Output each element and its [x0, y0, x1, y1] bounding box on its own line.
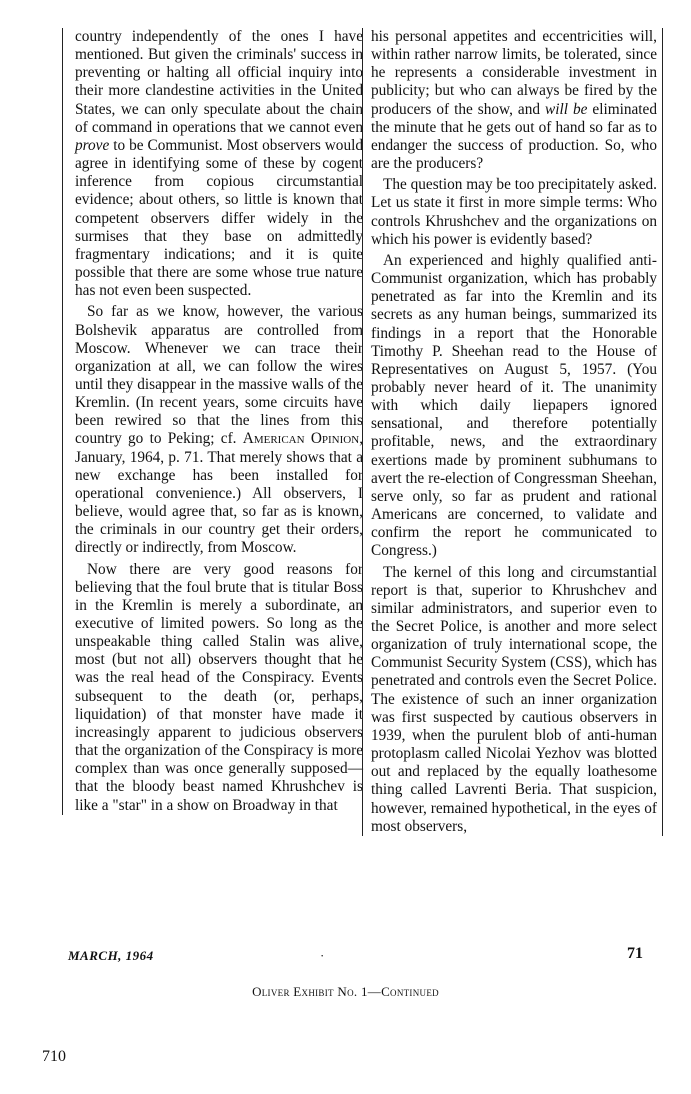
paragraph: his personal appetites and eccentricities will, within rather narrow limits, be tolerated, since he represents a considerable investment in publicity; but who can always be fired by the producers of the show, and will be eliminated the minute that he gets out of hand so far as to endanger the success of production. So, who are the producers?: [371, 28, 657, 173]
right-column: [362, 28, 657, 836]
paragraph: The question may be too precipitately asked. Let us state it first in more simple terms: Who controls Khrushchev and the organizations on which his power is evidently based?: [371, 176, 657, 248]
publication-title: American Opinion: [242, 430, 360, 448]
emphasis: will be: [545, 100, 588, 118]
exhibit-caption: Oliver Exhibit No. 1—Continued: [252, 984, 439, 999]
paragraph: An experienced and highly qualified anti-Communist organization, which has probably penetrated as far into the Kremlin and its secrets as any human beings, summarized its findings in a report that the Honorable Timothy P. Sheehan read to the House of Representatives on August 5, 1957. (You probably never heard of it. The unanimity with which daily liepapers ignored sensational, and therefore potentially profitable, news, and the extraordinary exertions made by prominent subhumans to avert the re-election of Congressman Sheehan, serve only, so far as prudent and rational Americans are concerned, to validate and confirm the report he communicated to Congress.): [371, 251, 657, 560]
footer-dot: ·: [320, 948, 325, 963]
paragraph: The kernel of this long and circumstantial report is that, superior to Khrushchev and similar administrators, and superior even to the Secret Police, is another and more select organization of truly international scope, the Communist Security System (CSS), which has penetrated and controls even the Secret Police. The existence of such an inner organization was first suspected by cautious observers in 1939, when the purulent blob of anti-human protoplasm called Nicolai Yezhov was blotted out and replaced by the equally loathesome thing called Lavrenti Beria. That suspicion, however, remained hypothetical, in the eyes of most observers,: [371, 563, 657, 835]
paragraph: country independently of the ones I have mentioned. But given the criminals' success in preventing or halting all official inquiry into their more clandestine activities in the United States, we can only speculate about the chain of command in operations that we cannot even prove to be Communist. Most observers would agree in identifying some of these by cogent inference from copious circumstantial evidence; about others, so little is known that competent observers differ widely in the surmises that they base on admittedly fragmentary indications; and it is quite possible that there are some whose true nature has not even been suspected.: [75, 28, 363, 300]
document-page-number: 710: [42, 1048, 66, 1065]
emphasis: prove: [75, 136, 110, 154]
paragraph: Now there are very good reasons for believing that the foul brute that is titular Boss in the Kremlin is merely a subordinate, an executive of limited powers. So long as the unspeakable thing called Stalin was alive, most (but not all) observers thought that he was the real head of the Conspiracy. Events subsequent to the death (or, perhaps, liquidation) of that monster have made it increasingly apparent to judicious observers that the organization of the Conspiracy is more complex than was once generally supposed—that the bloody beast named Khrushchev is like a "star" in a show on Broadway in that: [75, 560, 363, 814]
paragraph: So far as we know, however, the various Bolshevik apparatus are controlled from Moscow. Whenever we can trace their organization at all, we can follow the wires until they disappear in the massive walls of the Kremlin. (In recent years, some circuits have been rewired so that the lines from this country go to Peking; cf. American Opinion, January, 1964, p. 71. That merely shows that a new exchange has been installed for operational convenience.) All observers, I believe, would agree that, so far as is known, the criminals in our country get their orders, directly or indirectly, from Moscow.: [75, 303, 364, 557]
magazine-page-number: 71: [627, 945, 643, 962]
left-column: [62, 28, 363, 815]
footer-date: MARCH, 1964: [68, 948, 154, 963]
